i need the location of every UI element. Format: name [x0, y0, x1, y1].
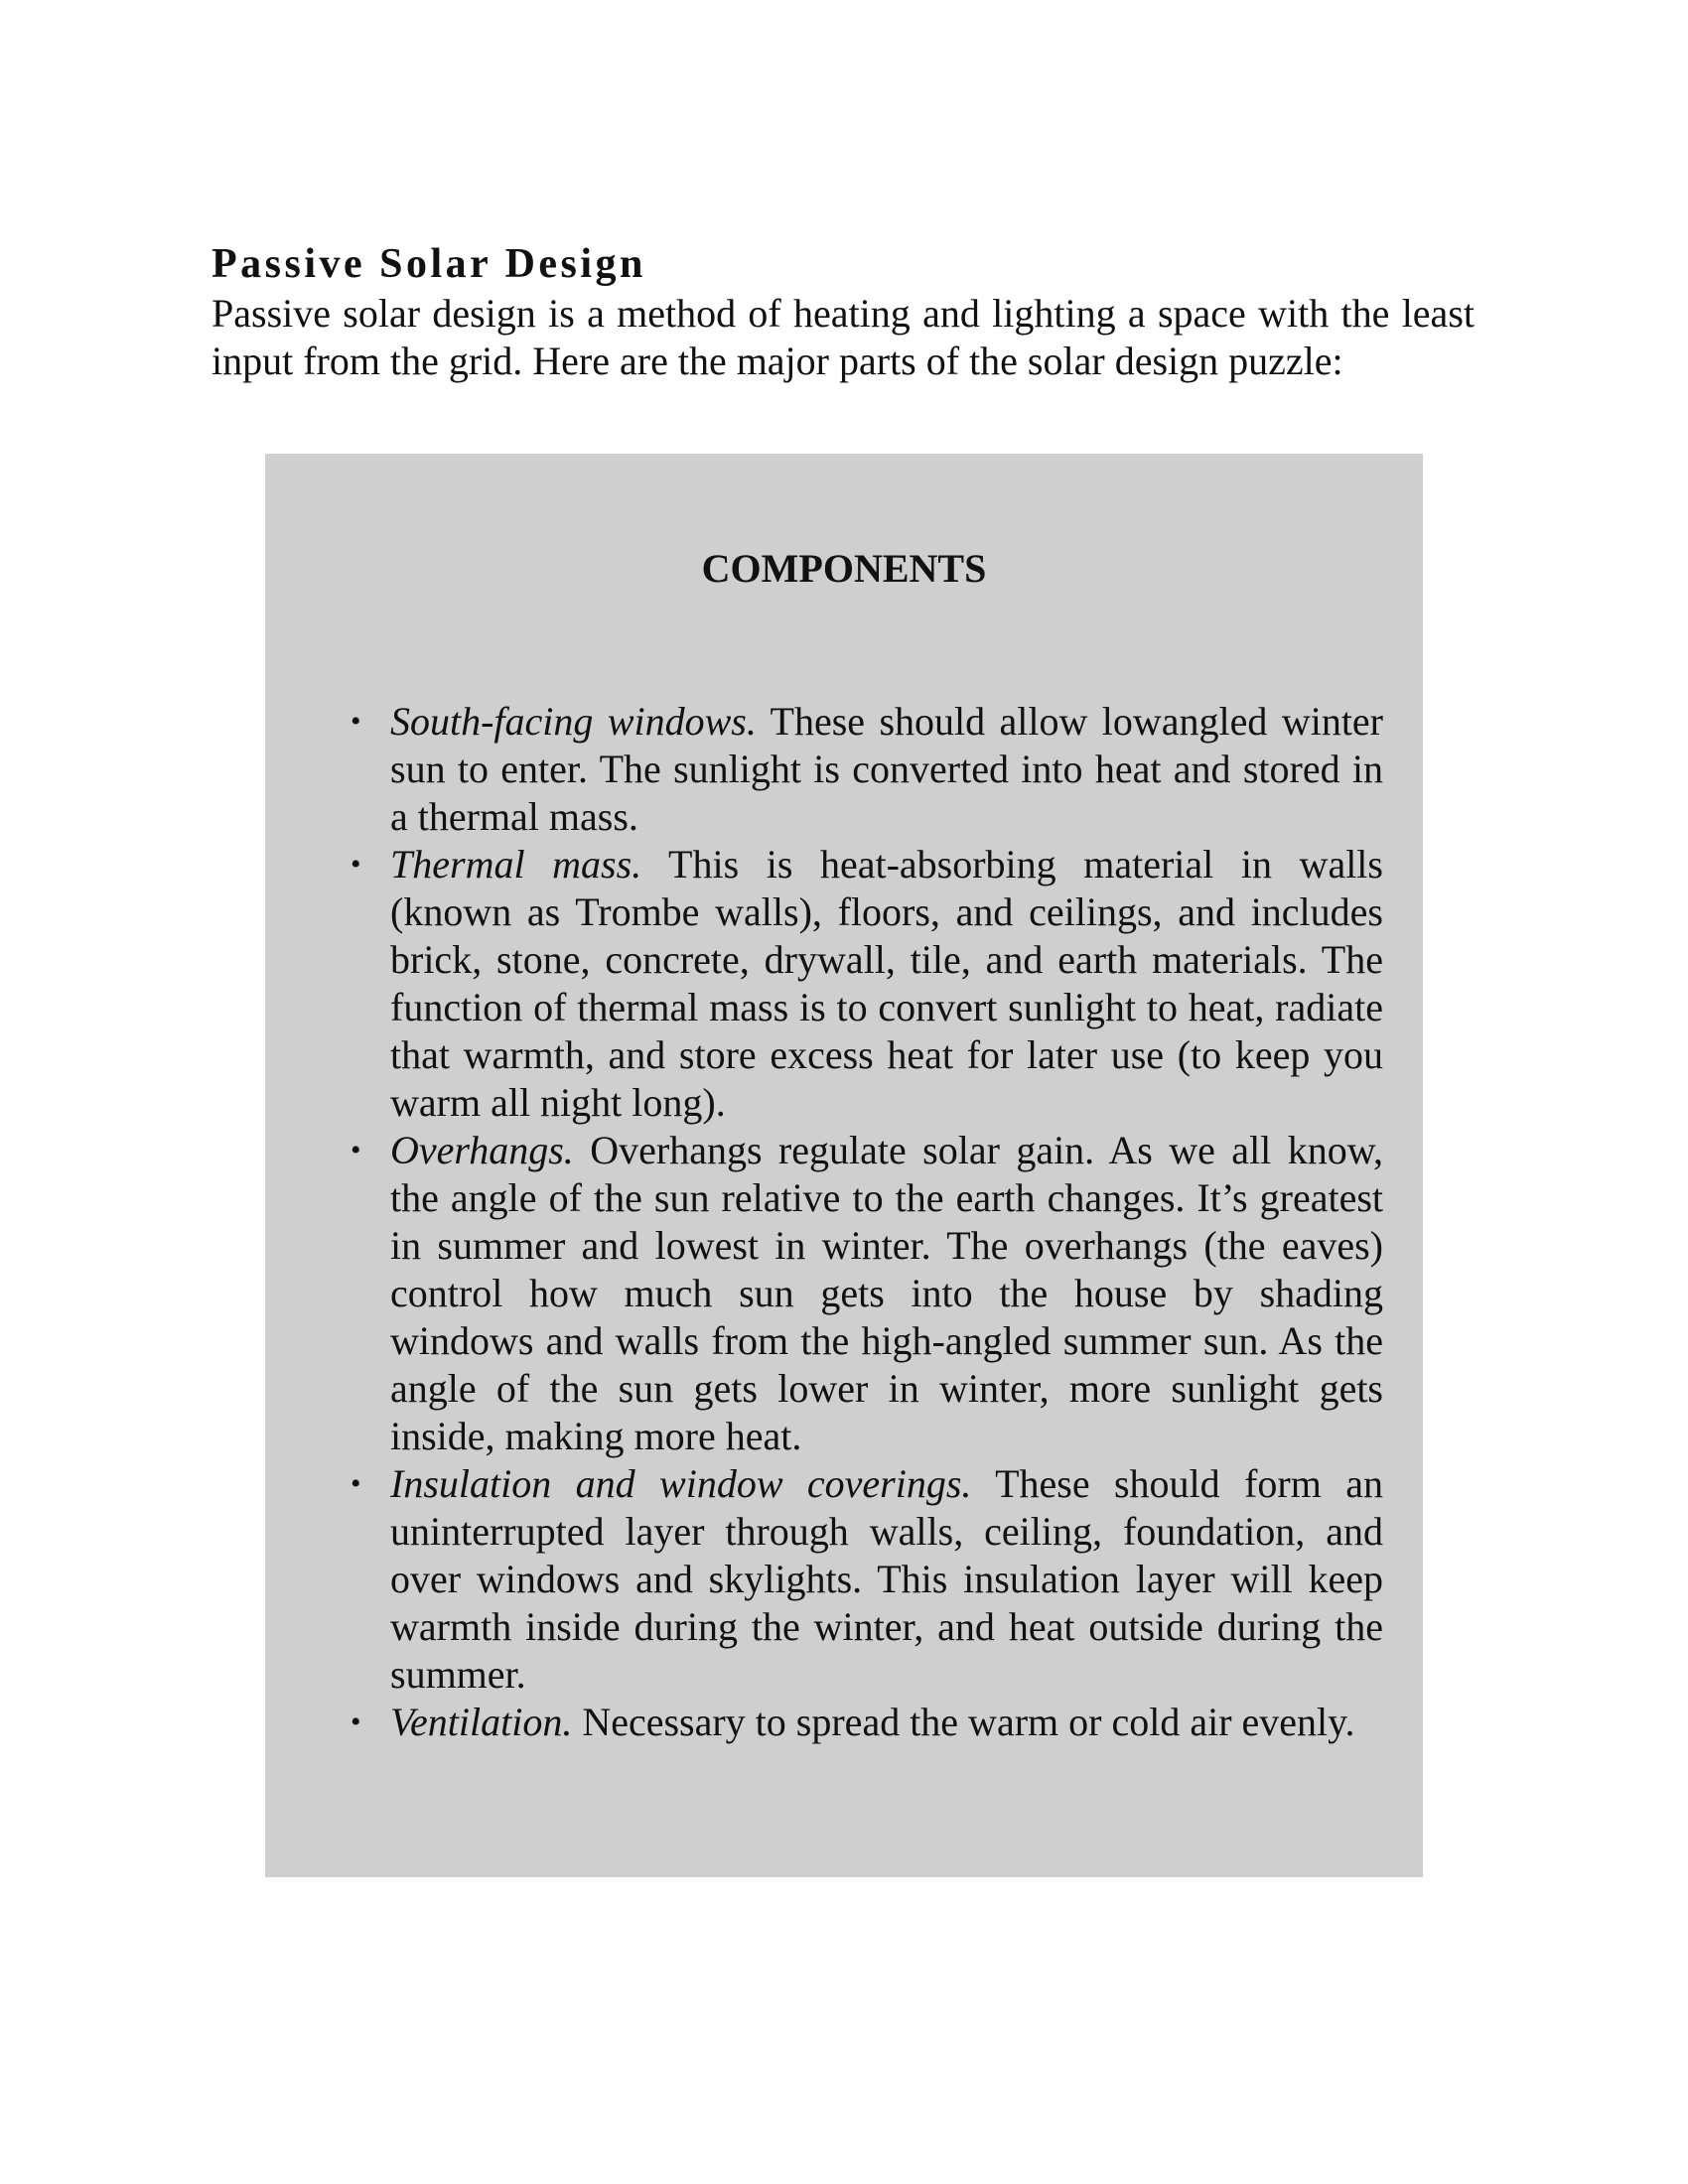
list-item-insulation-and-window-coverings [351, 1460, 1383, 1699]
item-description: This is heat-absorbing material in walls (known as Trombe walls), floors, and ceilings, and includes brick, stone, concrete, drywall, tile, and earth materials. The function of thermal mass is to convert sunlight to heat, radiate that warmth, and store excess heat for later use (to keep you warm all night long). [390, 842, 1383, 1125]
components-heading: COMPONENTS [701, 546, 987, 591]
components-box [265, 454, 1423, 1877]
item-description: These should form an uninterrupted layer through walls, ceiling, foundation, and over windows and skylights. This insulation layer will keep warmth inside during the winter, and heat outside during the summer. [390, 1461, 1383, 1697]
main-text-block [211, 238, 1475, 385]
list-item-overhangs [351, 1127, 1383, 1460]
bullet-icon: • [351, 848, 361, 881]
item-term: Ventilation. [390, 1700, 573, 1744]
bullet-icon: • [351, 705, 361, 738]
item-description: Necessary to spread the warm or cold air evenly. [572, 1700, 1355, 1744]
components-list [351, 698, 1384, 1746]
list-item-ventilation [351, 1699, 1383, 1746]
intro-paragraph: Passive solar design is a method of heating and lighting a space with the least input from the grid. Here are the major parts of the solar design puzzle: [211, 291, 1475, 383]
list-item-thermal-mass [351, 841, 1383, 1127]
item-term: Insulation and window coverings. [390, 1461, 972, 1506]
document-title: Passive Solar Design [211, 241, 646, 287]
item-description: Overhangs regulate solar gain. As we all know, the angle of the sun relative to the earth changes. It’s greatest in summer and lowest in winter. The overhangs (the eaves) control how much sun gets into the house by shading windows and walls from the high-angled summer sun. As the angle of the sun gets lower in winter, more sunlight gets inside, making more heat. [390, 1128, 1383, 1458]
bullet-icon: • [351, 1467, 361, 1500]
item-term: South-facing windows. [390, 699, 757, 744]
list-item-south-facing-windows [351, 698, 1384, 841]
item-term: Overhangs. [390, 1128, 574, 1172]
item-description: These should allow lowangled winter sun to enter. The sunlight is converted into heat and stored in a thermal mass. [390, 699, 1384, 839]
bullet-icon: • [351, 1134, 361, 1166]
item-term: Thermal mass. [390, 842, 642, 887]
bullet-icon: • [351, 1706, 361, 1738]
